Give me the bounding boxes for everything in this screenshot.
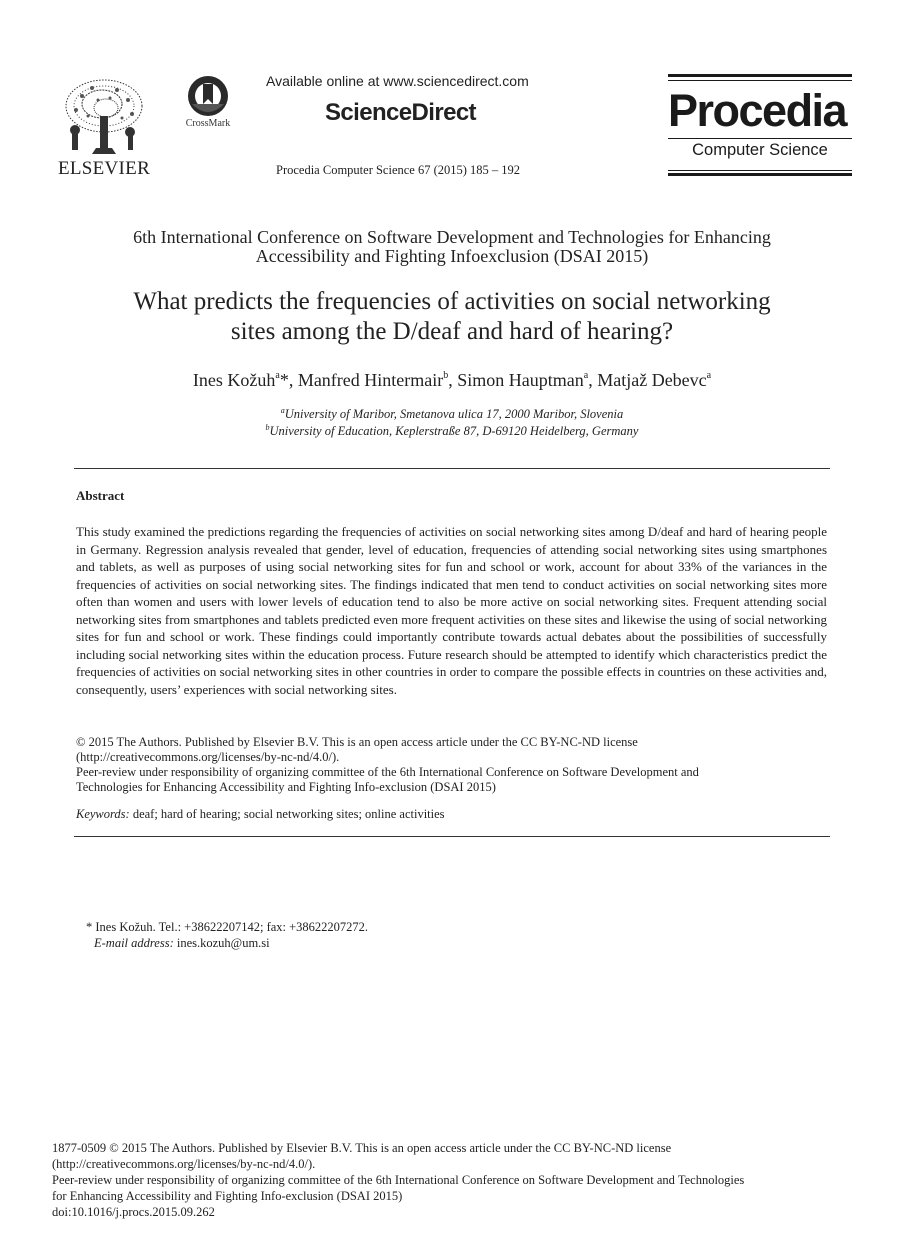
conference-name	[74, 228, 830, 266]
copyright-line: © 2015 The Authors. Published by Elsevier B.V. This is an open access article under the CC BY-NC-ND license	[76, 735, 638, 749]
crossmark-label: CrossMark	[185, 118, 231, 129]
author: Manfred Hintermair$^b$,	[297, 370, 458, 390]
footer-line: 1877-0509 © 2015 The Authors. Published by Elsevier B.V. This is an open access article under the CC BY-NC-ND license	[52, 1141, 672, 1155]
procedia-top-bar	[668, 74, 852, 77]
paper-title	[74, 287, 830, 347]
abstract-heading: Abstract	[76, 488, 125, 503]
author-list	[74, 370, 830, 391]
procedia-logo	[668, 74, 852, 176]
author: Simon Hauptman$^a$,	[457, 370, 598, 390]
keywords	[76, 807, 827, 822]
abstract-body: This study examined the predictions regarding the frequencies of activities on social networking sites among D/deaf and hard of hearing people in Germany. Regression analysis revealed that gender, level of education, frequencies of attending social networking sites using smartphones and tablets, as well as purposes of using social networking sites for fun and school or work, account for about 33% of the variances in the frequencies of activities on social networking sites. The findings indicated that men tend to conduct activities on social networking sites more often than women and users with lower levels of education tend to also be more active on social networking sites. Frequent attending social networking sites from smartphones and tablets predicted even more frequent activities on these sites and likewise the using of social networking sites for fun and school or work. These findings could importantly contribute towards actual debates about the possibilities of successfully including social networking sites within the education process. Future research should be attempted to identify which characteristics predict the frequencies of activities on social networking sites in other countries in order to compare the possible effects in countries on these activities and, consequently, users’ experiences with social networking sites.	[76, 524, 828, 697]
crossmark-badge[interactable]	[176, 74, 240, 134]
procedia-bottom-thin-bar	[668, 170, 852, 171]
author: Matjaž Debevc$^a$	[597, 370, 712, 390]
keywords-text: deaf; hard of hearing; social networking sites; online activities	[132, 807, 445, 821]
crossmark-icon	[186, 74, 230, 118]
procedia-wordmark: Procedia	[668, 85, 847, 136]
copyright-line: Technologies for Enhancing Accessibility and Fighting Info-exclusion (DSAI 2015)	[76, 780, 496, 794]
doi[interactable]: doi:10.1016/j.procs.2015.09.262	[52, 1205, 215, 1219]
email-label: E-mail address:	[94, 935, 174, 950]
email-row	[86, 936, 826, 952]
author: Ines Kožuh$^a$*,	[192, 370, 298, 390]
elsevier-wordmark: ELSEVIER	[57, 158, 151, 179]
elsevier-tree-icon	[62, 76, 146, 158]
corresponding-author-footnote	[86, 920, 826, 951]
divider	[74, 468, 830, 469]
procedia-mid-bar	[668, 138, 852, 139]
divider	[74, 836, 830, 837]
title-line-1: What predicts the frequencies of activities on social networking	[133, 288, 771, 315]
affiliation: $^a$University of Maribor, Smetanova ulica 17, 2000 Maribor, Slovenia	[280, 406, 624, 421]
title-line-2: sites among the D/deaf and hard of hearing?	[230, 318, 674, 345]
conference-line-2: Accessibility and Fighting Infoexclusion (DSAI 2015)	[255, 246, 649, 266]
procedia-bottom-bar	[668, 173, 852, 176]
affiliation: $^b$University of Education, Keplerstraße 87, D-69120 Heidelberg, Germany	[265, 423, 639, 438]
copyright-notice	[76, 735, 827, 795]
conference-line-1: 6th International Conference on Software Development and Technologies for Enhancing	[133, 227, 771, 247]
journal-reference: Procedia Computer Science 67 (2015) 185 – 192	[276, 163, 521, 177]
elsevier-logo	[56, 72, 152, 180]
footer-license-link[interactable]: (http://creativecommons.org/licenses/by-nc-nd/4.0/).	[52, 1157, 316, 1171]
email-address[interactable]: ines.kozuh@um.si	[176, 935, 270, 950]
footer-line: for Enhancing Accessibility and Fighting Info-exclusion (DSAI 2015)	[52, 1189, 403, 1203]
license-link[interactable]: (http://creativecommons.org/licenses/by-nc-nd/4.0/).	[76, 750, 340, 764]
footer-line: Peer-review under responsibility of organizing committee of the 6th International Conference on Software Development and Technologies	[52, 1173, 745, 1187]
page-footer	[52, 1140, 832, 1220]
procedia-top-thin-bar	[668, 80, 852, 81]
sciencedirect-logo: ScienceDirect	[325, 99, 476, 126]
keywords-label: Keywords:	[76, 807, 130, 821]
procedia-subtitle: Computer Science	[692, 141, 828, 159]
contact-line: * Ines Kožuh. Tel.: +38622207142; fax: +38622207272.	[86, 920, 369, 934]
available-online-text: Available online at www.sciencedirect.com	[266, 73, 529, 89]
copyright-line: Peer-review under responsibility of organizing committee of the 6th International Conference on Software Development and	[76, 765, 699, 779]
